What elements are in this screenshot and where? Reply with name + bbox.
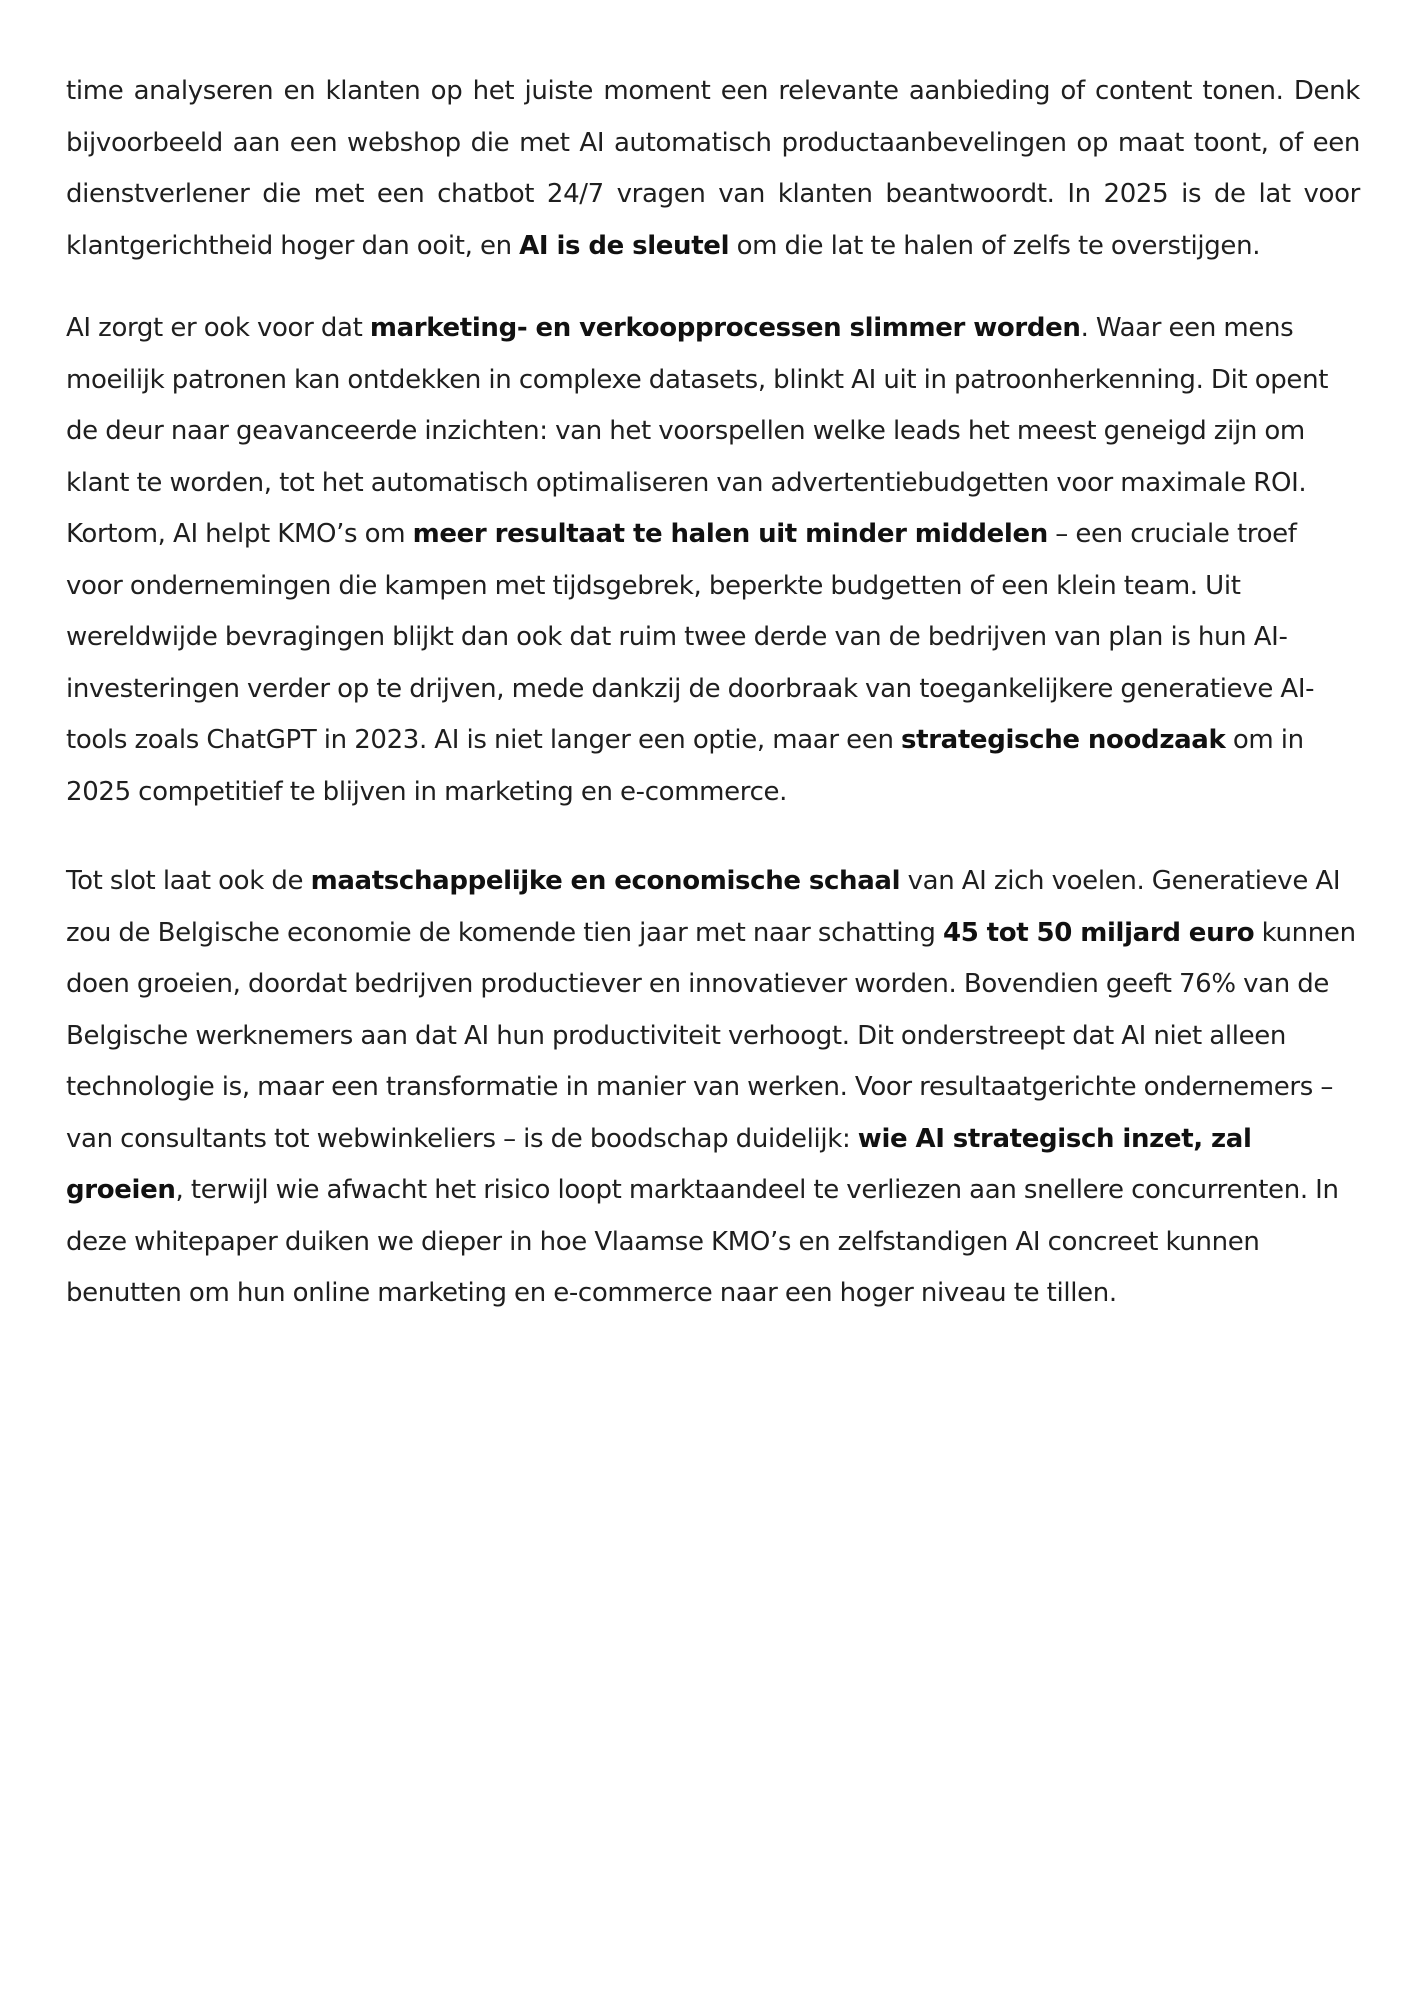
paragraph-text: , terwijl wie afwacht het risico loopt marktaandeel te verliezen aan snellere concurrenten. In deze whitepaper duiken we dieper in hoe Vlaamse KMO’s en zelfstandigen AI concreet kunnen benutten om hun online marketing en e-commerce naar een hoger niveau te tillen. (66, 1175, 1339, 1308)
bold-emphasis: marketing- en verkoopprocessen slimmer worden (369, 313, 1081, 343)
paragraph-smarter-processes (66, 303, 1360, 818)
bold-emphasis: meer resultaat te halen uit minder middelen (412, 519, 1048, 549)
paragraph-text: om die lat te halen of zelfs te overstijgen. (729, 230, 1261, 261)
paragraph-text: AI zorgt er ook voor dat (66, 313, 370, 343)
paragraph-customer-focus (66, 66, 1360, 272)
bold-emphasis: maatschappelijke en economische schaal (310, 866, 901, 896)
paragraph-text: time analyseren en klanten op het juiste moment een relevante aanbieding of content tonen. Denk bijvoorbeeld aan een webshop die met AI automatisch productaanbevelingen op maat toont, of een dienstverlener die met een chatbot 24/7 vragen van klanten beantwoordt. In 2025 is de lat voor klantgerichtheid hoger dan ooit, en (66, 76, 1360, 261)
bold-emphasis: strategische noodzaak (900, 725, 1226, 755)
paragraph-text: – een cruciale troef voor ondernemingen die kampen met tijdsgebrek, beperkte budgetten of een klein team. Uit wereldwijde bevragingen blijkt dan ook dat ruim twee derde van de bedrijven van plan is hun AI-investeringen verder op te drijven, mede dankzij de doorbraak van toegankelijkere generatieve AI-tools zoals ChatGPT in 2023. AI is niet langer een optie, maar een (66, 519, 1315, 755)
bold-emphasis: wie AI strategisch inzet, zal groeien (66, 1123, 1252, 1205)
document-page (66, 66, 1360, 1320)
paragraph-text: Tot slot laat ook de (66, 866, 311, 896)
paragraph-economic-scale (66, 856, 1360, 1320)
paragraph-text: van AI zich voelen. Generatieve AI zou de Belgische economie de komende tien jaar met naar schatting (66, 866, 1341, 948)
paragraph-text: om in 2025 competitief te blijven in marketing en e-commerce. (66, 725, 1304, 807)
bold-emphasis: 45 tot 50 miljard euro (942, 917, 1255, 948)
paragraph-text: kunnen doen groeien, doordat bedrijven productiever en innovatiever worden. Bovendien geeft 76% van de Belgische werknemers aan dat AI hun productiviteit verhoogt. Dit onderstreept dat AI niet alleen technologie is, maar een transformatie in manier van werken. Voor resultaatgerichte ondernemers – van consultants tot webwinkeliers – is de boodschap duidelijk: (66, 917, 1356, 1154)
bold-emphasis: AI is de sleutel (519, 230, 730, 261)
paragraph-text: . Waar een mens moeilijk patronen kan ontdekken in complexe datasets, blinkt AI uit in patroonherkenning. Dit opent de deur naar geavanceerde inzichten: van het voorspellen welke leads het meest geneigd zijn om klant te worden, tot het automatisch optimaliseren van advertentiebudgetten voor maximale ROI. Kortom, AI helpt KMO’s om (66, 313, 1329, 549)
